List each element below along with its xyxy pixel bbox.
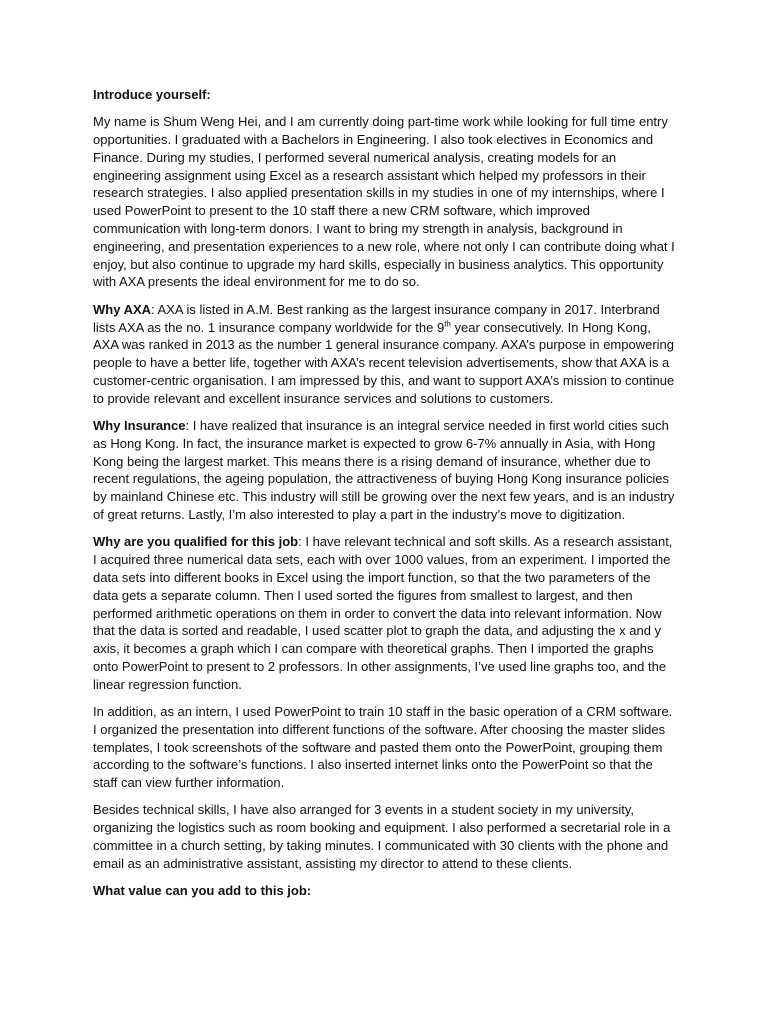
heading-value-add: What value can you add to this job:	[93, 883, 312, 899]
document-body	[93, 86, 678, 909]
paragraph-soft-skills: Besides technical skills, I have also arranged for 3 events in a student society in my university, organizing the logistics such as room booking and equipment. I also performed a secretarial role in a committee in a church setting, by taking minutes. I communicated with 30 clients with the phone and email as an administrative assistant, assisting my director to attend to these clients.	[93, 802, 671, 871]
why-insurance-text: : I have realized that insurance is an integral service needed in first world cities such as Hong Kong. In fact, the insurance market is expected to grow 6-7% annually in Asia, with Hong Kong being the largest market. This means there is a rising demand of insurance, whether due to recent regulations, the ageing population, the attractiveness of buying Hong Kong insurance policies by mainland Chinese etc. This industry will still be growing over the next few years, and is an industry of great returns. Lastly, I’m also interested to play a part in the industry’s move to digitization.	[93, 418, 675, 523]
why-qualified-text: : I have relevant technical and soft skills. As a research assistant, I acquired three numerical data sets, each with over 1000 values, from an experiment. I imported the data sets into different books in Excel using the import function, so that the two parameters of the data gets a separate column. Then I used sorted the figures from smallest to largest, and then performed arithmetic operations on them in order to convert the data into relevant information. Now that the data is sorted and readable, I used scatter plot to graph the data, and adjusting the x and y axis, it becomes a graph which I can compare with theoretical graphs. Then I imported the graphs onto PowerPoint to present to 2 professors. In other assignments, I’ve used line graphs too, and the linear regression function.	[93, 534, 673, 692]
why-axa-label: Why AXA	[93, 301, 152, 317]
paragraph-why-axa	[93, 301, 678, 408]
heading-introduce-yourself: Introduce yourself:	[93, 87, 211, 102]
why-axa-superscript: th	[444, 319, 451, 329]
why-axa-text-part-2: year consecutively. In Hong Kong, AXA was ranked in 2013 as the number 1 general insurance company. AXA’s purpose in empowering people to have a better life, together with AXA’s recent television advertisements, show that AXA is a customer-centric organisation. I am impressed by this, and want to support AXA’s mission to continue to provide relevant and excellent insurance services and solutions to customers.	[93, 319, 675, 406]
paragraph-why-qualified	[93, 533, 678, 693]
why-qualified-label: Why are you qualified for this job	[93, 534, 299, 550]
paragraph-introduction: My name is Shum Weng Hei, and I am currently doing part-time work while looking for full time entry opportunities. I graduated with a Bachelors in Engineering. I also took electives in Economics and Finance. During my studies, I performed several numerical analysis, creating models for an engineering assignment using Excel as a research assistant which helped my professors in their research strategies. I also applied presentation skills in my studies in one of my internships, where I used PowerPoint to present to the 10 staff there a new CRM software, which improved communication with long-term donors. I want to bring my strength in analysis, background in engineering, and presentation experiences to a new role, where not only I can contribute doing what I enjoy, but also continue to upgrade my hard skills, especially in business analytics. This opportunity with AXA presents the ideal environment for me to do so.	[93, 114, 675, 290]
paragraph-why-insurance	[93, 417, 678, 524]
paragraph-internship: In addition, as an intern, I used PowerPoint to train 10 staff in the basic operation of a CRM software. I organized the presentation into different functions of the software. After choosing the master slides templates, I took screenshots of the software and pasted them onto the PowerPoint, grouping them according to the software’s functions. I also inserted internet links onto the PowerPoint so that the staff can view further information.	[93, 704, 673, 791]
why-insurance-label: Why Insurance	[93, 418, 186, 434]
why-axa-text-part-1: : AXA is listed in A.M. Best ranking as the largest insurance company in 2017. Interbrand lists AXA as the no. 1 insurance company worldwide for the 9	[93, 301, 660, 335]
